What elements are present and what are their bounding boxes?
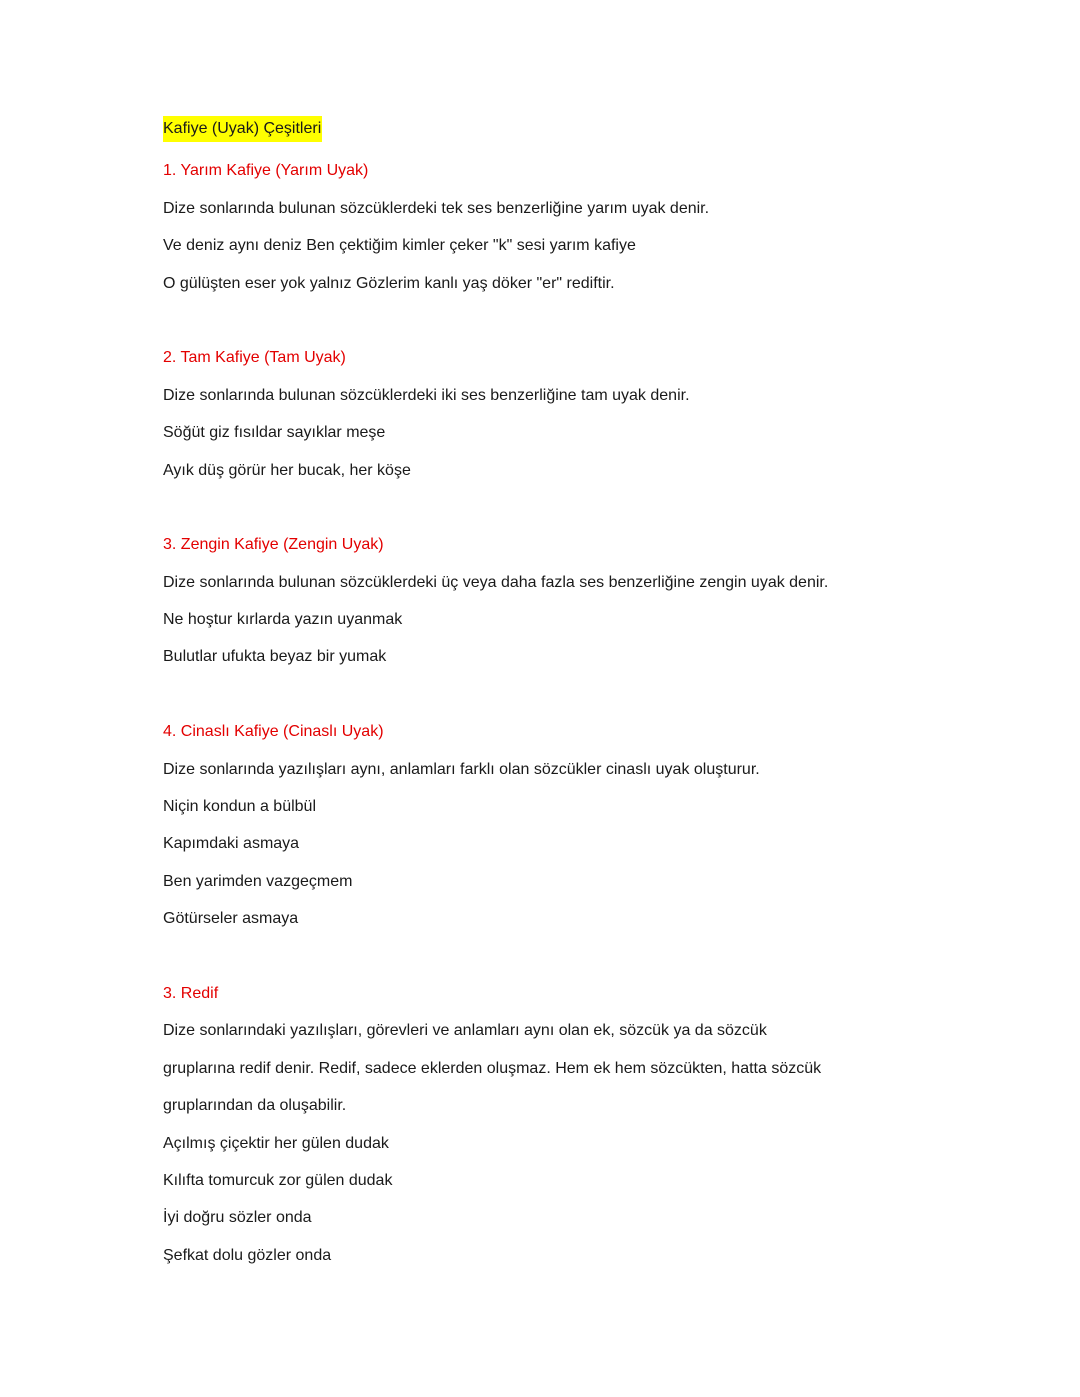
section-line: Dize sonlarındaki yazılışları, görevleri ve anlamları aynı olan ek, sözcük ya da sözcük: [163, 1022, 767, 1040]
section-line: Dize sonlarında yazılışları aynı, anlamları farklı olan sözcükler cinaslı uyak oluşturur.: [163, 760, 760, 778]
section-redif: [163, 975, 1023, 1274]
section-line: Bulutlar ufukta beyaz bir yumak: [163, 648, 387, 666]
document-page: [163, 115, 1023, 1274]
section-line: Götürseler asmaya: [163, 910, 299, 928]
section-heading: 4. Cinaslı Kafiye (Cinaslı Uyak): [163, 723, 384, 741]
section-line: Ben yarimden vazgeçmem: [163, 872, 353, 890]
section-line: Açılmış çiçektir her gülen dudak: [163, 1134, 389, 1152]
spacer: [163, 676, 1023, 713]
section-line: Söğüt giz fısıldar sayıklar meşe: [163, 424, 386, 442]
section-heading: 3. Redif: [163, 984, 219, 1002]
section-yarim-kafiye: [163, 152, 1023, 302]
section-tam-kafiye: [163, 339, 1023, 489]
section-line: Kılıfta tomurcuk zor gülen dudak: [163, 1171, 393, 1189]
document-title: Kafiye (Uyak) Çeşitleri: [163, 116, 322, 142]
section-line: Dize sonlarında bulunan sözcüklerdeki üç veya daha fazla ses benzerliğine zengin uyak denir.: [163, 573, 829, 591]
section-heading: 2. Tam Kafiye (Tam Uyak): [163, 349, 346, 367]
section-line: Kapımdaki asmaya: [163, 835, 300, 853]
spacer: [163, 938, 1023, 975]
section-zengin-kafiye: [163, 526, 1023, 676]
section-cinasli-kafiye: [163, 713, 1023, 937]
section-line: Dize sonlarında bulunan sözcüklerdeki tek ses benzerliğine yarım uyak denir.: [163, 199, 710, 217]
section-heading: 1. Yarım Kafiye (Yarım Uyak): [163, 162, 369, 180]
section-line: Dize sonlarında bulunan sözcüklerdeki iki ses benzerliğine tam uyak denir.: [163, 386, 690, 404]
section-heading: 3. Zengin Kafiye (Zengin Uyak): [163, 536, 384, 554]
title-row: [163, 115, 1023, 152]
section-line: Ayık düş görür her bucak, her köşe: [163, 461, 411, 479]
section-line: gruplarına redif denir. Redif, sadece eklerden oluşmaz. Hem ek hem sözcükten, hatta sözcük: [163, 1059, 822, 1077]
section-line: Şefkat dolu gözler onda: [163, 1246, 332, 1264]
section-line: Niçin kondun a bülbül: [163, 798, 316, 816]
section-line: O gülüşten eser yok yalnız Gözlerim kanlı yaş döker "er" rediftir.: [163, 274, 615, 292]
spacer: [163, 489, 1023, 526]
section-line: İyi doğru sözler onda: [163, 1209, 312, 1227]
section-line: gruplarından da oluşabilir.: [163, 1097, 347, 1115]
section-line: Ne hoştur kırlarda yazın uyanmak: [163, 611, 403, 629]
section-line: Ve deniz aynı deniz Ben çektiğim kimler çeker "k" sesi yarım kafiye: [163, 237, 636, 255]
spacer: [163, 302, 1023, 339]
